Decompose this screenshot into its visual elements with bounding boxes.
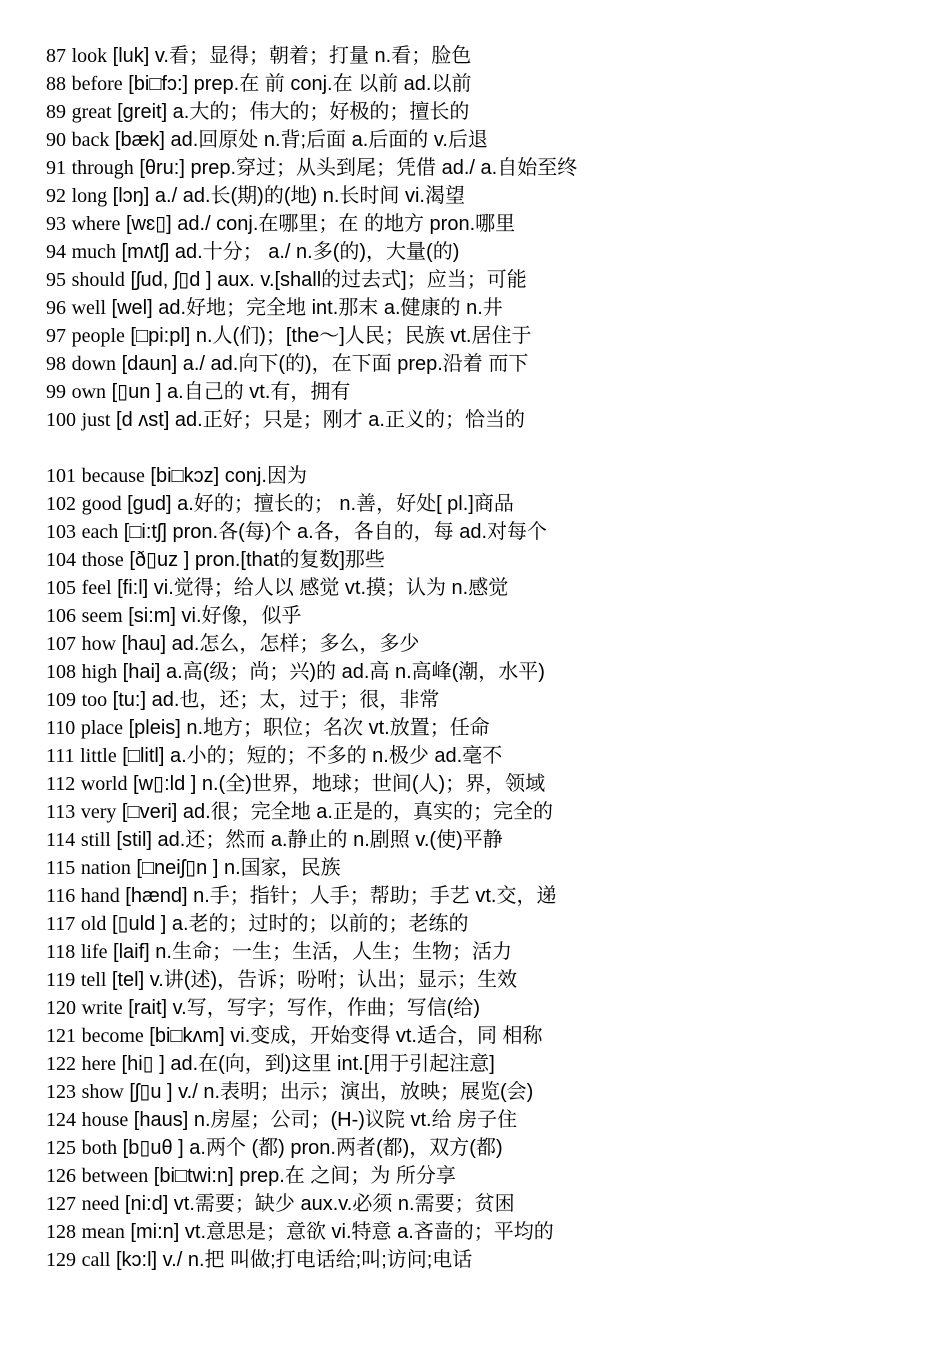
vocab-entry <box>46 910 926 938</box>
entry-word: become <box>81 1025 144 1047</box>
vocab-entry <box>46 294 926 322</box>
entry-number: 89 <box>46 101 66 123</box>
entry-number: 101 <box>46 465 76 487</box>
vocab-entry <box>46 742 926 770</box>
vocab-entry <box>46 630 926 658</box>
entry-word: just <box>81 409 111 431</box>
vocab-entry <box>46 798 926 826</box>
entry-definition: [bæk] ad.回原处 n.背;后面 a.后面的 v.后退 <box>109 129 488 151</box>
vocab-entry <box>46 686 926 714</box>
vocab-entry <box>46 1246 926 1274</box>
entry-number: 97 <box>46 325 66 347</box>
vocab-entry <box>46 1162 926 1190</box>
entry-word: much <box>71 241 116 263</box>
entry-definition: [ni:d] vt.需要；缺少 aux.v.必须 n.需要；贫困 <box>119 1193 515 1215</box>
entry-word: before <box>71 73 123 95</box>
entry-word: life <box>80 941 108 963</box>
entry-word: still <box>80 829 111 851</box>
entry-number: 103 <box>46 521 76 543</box>
entry-word: great <box>71 101 112 123</box>
entry-definition: [ʃ▯u ] v./ n.表明；出示；演出，放映；展览(会) <box>123 1081 534 1103</box>
vocab-entry <box>46 1106 926 1134</box>
entry-word: seem <box>81 605 123 627</box>
vocab-entry <box>46 882 926 910</box>
entry-number: 127 <box>46 1193 76 1215</box>
entry-definition: [bi□twi:n] prep.在 之间；为 所分享 <box>148 1165 456 1187</box>
entry-number: 122 <box>46 1053 76 1075</box>
entry-word: own <box>71 381 107 403</box>
vocab-entry <box>46 98 926 126</box>
vocab-entry <box>46 210 926 238</box>
entry-word: old <box>80 913 107 935</box>
vocab-entry <box>46 546 926 574</box>
entry-word: look <box>71 45 108 67</box>
entry-word: where <box>71 213 121 235</box>
vocab-entry <box>46 266 926 294</box>
entry-definition: [wɛ▯] ad./ conj.在哪里；在 的地方 pron.哪里 <box>120 213 516 235</box>
vocab-entry <box>46 322 926 350</box>
entry-number: 91 <box>46 157 66 179</box>
entry-number: 129 <box>46 1249 76 1271</box>
vocab-entry <box>46 238 926 266</box>
vocab-entry <box>46 70 926 98</box>
entry-definition: [lɔŋ] a./ ad.长(期)的(地) n.长时间 vi.渴望 <box>107 185 465 207</box>
entry-number: 90 <box>46 129 66 151</box>
vocab-entry <box>46 826 926 854</box>
entry-definition: [tel] v.讲(述)，告诉；吩咐；认出；显示；生效 <box>106 969 518 991</box>
entry-definition: [hau] ad.怎么，怎样；多么，多少 <box>116 633 420 655</box>
entry-word: too <box>81 689 108 711</box>
entry-definition: [rait] v.写，写字；写作，作曲；写信(给) <box>122 997 481 1019</box>
entry-word: how <box>81 633 117 655</box>
entry-word: tell <box>80 969 107 991</box>
entry-number: 96 <box>46 297 66 319</box>
entry-number: 100 <box>46 409 76 431</box>
entry-number: 88 <box>46 73 66 95</box>
entry-number: 87 <box>46 45 66 67</box>
entry-definition: [□veri] ad.很；完全地 a.正是的，真实的；完全的 <box>116 801 553 823</box>
entry-number: 92 <box>46 185 66 207</box>
entry-definition: [□litl] a.小的；短的；不多的 n.极少 ad.毫不 <box>116 745 503 767</box>
entry-word: house <box>81 1109 129 1131</box>
vocab-entry <box>46 770 926 798</box>
entry-definition: [d ʌst] ad.正好；只是；刚才 a.正义的；恰当的 <box>110 409 525 431</box>
entry-number: 128 <box>46 1221 76 1243</box>
entry-definition: [haus] n.房屋；公司；(H-)议院 vt.给 房子住 <box>128 1109 518 1131</box>
vocab-entry <box>46 462 926 490</box>
entry-word: each <box>81 521 119 543</box>
entry-word: should <box>71 269 125 291</box>
vocab-entry <box>46 1218 926 1246</box>
entry-definition: [mi:n] vt.意思是；意欲 vi.特意 a.吝啬的；平均的 <box>124 1221 554 1243</box>
entry-definition: [hænd] n.手；指针；人手；帮助；手艺 vt.交，递 <box>119 885 557 907</box>
entry-word: little <box>80 745 117 767</box>
vocab-entry <box>46 602 926 630</box>
entry-word: write <box>81 997 123 1019</box>
entry-word: well <box>71 297 106 319</box>
entry-number: 114 <box>46 829 76 851</box>
entry-number: 120 <box>46 997 76 1019</box>
entry-number: 123 <box>46 1081 76 1103</box>
vocab-entry <box>46 714 926 742</box>
entry-word: feel <box>81 577 112 599</box>
entry-word: call <box>81 1249 111 1271</box>
entry-word: down <box>71 353 117 375</box>
entry-number: 116 <box>46 885 76 907</box>
entry-number: 115 <box>46 857 76 879</box>
vocab-entry <box>46 994 926 1022</box>
entry-number: 94 <box>46 241 66 263</box>
entry-definition: [ð▯uz ] pron.[that的复数]那些 <box>123 549 385 571</box>
entry-word: mean <box>81 1221 125 1243</box>
entry-definition: [pleis] n.地方；职位；名次 vt.放置；任命 <box>123 717 490 739</box>
entry-number: 106 <box>46 605 76 627</box>
entry-word: between <box>81 1165 149 1187</box>
entry-number: 124 <box>46 1109 76 1131</box>
entry-word: nation <box>80 857 131 879</box>
vocab-entry <box>46 518 926 546</box>
entry-number: 109 <box>46 689 76 711</box>
entry-number: 99 <box>46 381 66 403</box>
entry-number: 93 <box>46 213 66 235</box>
section-gap <box>46 434 926 462</box>
vocab-entry <box>46 1134 926 1162</box>
entry-number: 119 <box>46 969 76 991</box>
entry-word: both <box>81 1137 118 1159</box>
entry-word: high <box>81 661 118 683</box>
entry-number: 111 <box>46 745 75 767</box>
entry-word: good <box>81 493 122 515</box>
entry-definition: [□pi:pl] n.人(们)；[the～]人民；民族 vt.居住于 <box>124 325 532 347</box>
entry-number: 108 <box>46 661 76 683</box>
entry-definition: [stil] ad.还；然而 a.静止的 n.剧照 v.(使)平静 <box>110 829 503 851</box>
vocab-entry <box>46 126 926 154</box>
vocab-entry <box>46 938 926 966</box>
entry-definition: [laif] n.生命；一生；生活，人生；生物；活力 <box>107 941 512 963</box>
entry-definition: [kɔ:l] v./ n.把 叫做;打电话给;叫;访问;电话 <box>110 1249 473 1271</box>
entry-definition: [▯un ] a.自己的 vt.有，拥有 <box>106 381 351 403</box>
entry-number: 113 <box>46 801 76 823</box>
entry-word: hand <box>80 885 120 907</box>
entry-word: people <box>71 325 125 347</box>
vocab-entry <box>46 350 926 378</box>
vocab-entry <box>46 1022 926 1050</box>
entry-definition: [gud] a.好的；擅长的； n.善，好处[ pl.]商品 <box>121 493 514 515</box>
entry-word: here <box>81 1053 116 1075</box>
entry-definition: [mʌtʃ] ad.十分； a./ n.多(的)，大量(的) <box>116 241 460 263</box>
vocab-entry <box>46 406 926 434</box>
entry-definition: [greit] a.大的；伟大的；好极的；擅长的 <box>111 101 470 123</box>
vocab-entry <box>46 854 926 882</box>
entry-definition: [luk] v.看；显得；朝着；打量 n.看；脸色 <box>107 45 472 67</box>
entry-number: 126 <box>46 1165 76 1187</box>
vocab-entry <box>46 1190 926 1218</box>
entry-word: need <box>81 1193 120 1215</box>
entry-definition: [hi▯ ] ad.在(向，到)这里 int.[用于引起注意] <box>115 1053 495 1075</box>
entry-definition: [fi:l] vi.觉得；给人以 感觉 vt.摸；认为 n.感觉 <box>111 577 509 599</box>
entry-definition: [w▯:ld ] n.(全)世界，地球；世间(人)；界，领域 <box>127 773 546 795</box>
entry-definition: [θru:] prep.穿过；从头到尾；凭借 ad./ a.自始至终 <box>133 157 578 179</box>
entry-word: back <box>71 129 110 151</box>
entry-number: 121 <box>46 1025 76 1047</box>
entry-word: long <box>71 185 108 207</box>
entry-definition: [bi□kʌm] vi.变成，开始变得 vt.适合，同 相称 <box>143 1025 543 1047</box>
entry-number: 105 <box>46 577 76 599</box>
vocab-entry <box>46 490 926 518</box>
entry-definition: [ʃud, ʃ▯d ] aux. v.[shall的过去式]；应当；可能 <box>124 269 527 291</box>
entry-definition: [▯uld ] a.老的；过时的；以前的；老练的 <box>106 913 469 935</box>
entry-word: through <box>71 157 134 179</box>
entry-word: those <box>81 549 124 571</box>
entry-definition: [□neiʃ▯n ] n.国家，民族 <box>130 857 341 879</box>
entry-word: show <box>81 1081 124 1103</box>
entry-word: place <box>80 717 124 739</box>
vocab-entry <box>46 658 926 686</box>
vocab-entry <box>46 1050 926 1078</box>
vocab-entry <box>46 1078 926 1106</box>
entry-definition: [si:m] vi.好像，似乎 <box>122 605 302 627</box>
entry-number: 117 <box>46 913 76 935</box>
entry-number: 107 <box>46 633 76 655</box>
entry-word: because <box>81 465 145 487</box>
entry-number: 98 <box>46 353 66 375</box>
vocabulary-group-101-129 <box>46 462 926 1274</box>
vocab-entry <box>46 154 926 182</box>
entry-number: 95 <box>46 269 66 291</box>
entry-definition: [daun] a./ ad.向下(的)，在下面 prep.沿着 而下 <box>116 353 529 375</box>
vocab-entry <box>46 182 926 210</box>
entry-definition: [bi□kɔz] conj.因为 <box>144 465 307 487</box>
entry-number: 110 <box>46 717 76 739</box>
entry-number: 104 <box>46 549 76 571</box>
entry-number: 125 <box>46 1137 76 1159</box>
entry-word: very <box>80 801 117 823</box>
entry-definition: [b▯uθ ] a.两个 (都) pron.两者(都)，双方(都) <box>117 1137 503 1159</box>
entry-definition: [tu:] ad.也，还；太，过于；很，非常 <box>107 689 440 711</box>
vocab-entry <box>46 378 926 406</box>
entry-word: world <box>80 773 128 795</box>
vocab-entry <box>46 966 926 994</box>
entry-number: 118 <box>46 941 76 963</box>
vocab-entry <box>46 42 926 70</box>
vocab-entry <box>46 574 926 602</box>
entry-number: 102 <box>46 493 76 515</box>
entry-definition: [wel] ad.好地；完全地 int.那末 a.健康的 n.井 <box>106 297 503 319</box>
vocabulary-page <box>46 42 926 1274</box>
entry-definition: [hai] a.高(级；尚；兴)的 ad.高 n.高峰(潮，水平) <box>117 661 545 683</box>
entry-number: 112 <box>46 773 76 795</box>
vocabulary-group-87-100 <box>46 42 926 434</box>
entry-definition: [□i:tʃ] pron.各(每)个 a.各，各自的，每 ad.对每个 <box>118 521 548 543</box>
entry-definition: [bi□fɔ:] prep.在 前 conj.在 以前 ad.以前 <box>122 73 472 95</box>
